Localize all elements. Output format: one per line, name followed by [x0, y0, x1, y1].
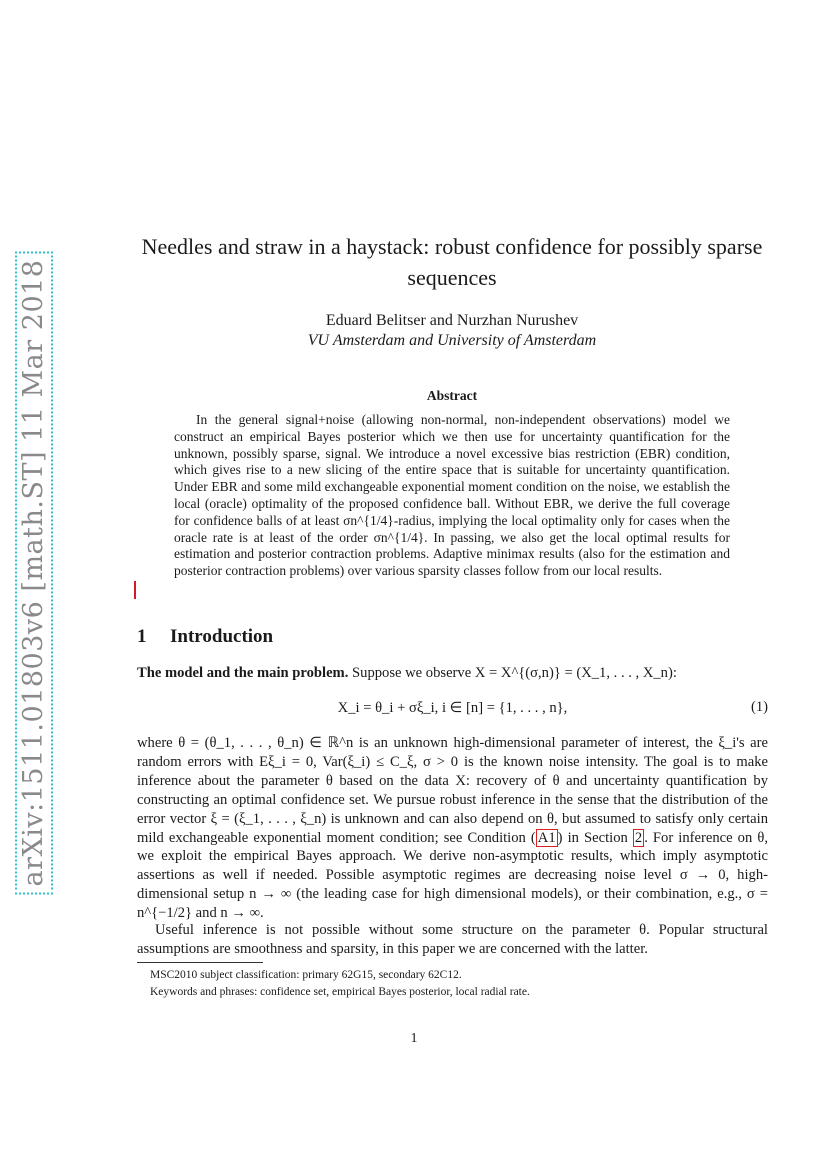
paper-affiliation: VU Amsterdam and University of Amsterdam — [307, 332, 597, 349]
paragraph-model — [137, 664, 768, 683]
condition-link[interactable]: A1 — [537, 829, 556, 846]
arxiv-identifier[interactable]: arXiv:1511.01803v6 [math.ST] 11 Mar 2018 — [15, 251, 53, 894]
section-link[interactable]: 2 — [634, 829, 643, 846]
equation-number: (1) — [750, 699, 768, 715]
paragraph-structure: Useful inference is not possible without some structure on the parameter θ. Popular structural assumptions are smoothness and sparsity, in this paper we are concerned with the latter. — [137, 922, 768, 957]
paragraph-inference — [137, 734, 768, 923]
page-number: 1 — [410, 1031, 418, 1046]
section-number: 1 — [137, 626, 147, 647]
section-heading-introduction — [137, 626, 273, 648]
abstract-text: In the general signal+noise (allowing non-normal, non-independent observations) model we construct an empirical Bayes posterior which we then use for uncertainty quantification for the unknown, possibly sparse, signal. We introduce a novel excessive bias restriction (EBR) condition, which gives rise to a new slicing of the entire space that is suitable for uncertainty quantification. Under EBR and some mild exchangeable exponential moment condition on the noise, we establish the local (oracle) optimality of the proposed confidence ball. Without EBR, we derive the full coverage for confidence balls of at least σn^{1/4}-radius, implying the local optimality only for cases when the oracle rate is at least of the order σn^{1/4}. In passing, we also get the local optimal results for estimation and posterior contraction problems. Adaptive minimax results (also for the estimation and posterior contraction problems) over various sparsity classes follow from our local results. — [174, 412, 730, 579]
arxiv-sidebar-stamp — [8, 259, 60, 886]
paragraph-inference-part-b: ) in Section — [557, 829, 633, 846]
revision-change-bar — [134, 581, 136, 599]
paper-title: Needles and straw in a haystack: robust confidence for possibly sparse sequences — [141, 234, 763, 290]
paragraph-runin-heading: The model and the main problem. — [137, 665, 349, 681]
abstract-heading: Abstract — [426, 388, 478, 403]
equation-1 — [137, 699, 768, 719]
section-title: Introduction — [170, 626, 274, 647]
footnote-msc: MSC2010 subject classification: primary 62G15, secondary 62C12. — [150, 969, 462, 981]
footnote-keywords: Keywords and phrases: confidence set, empirical Bayes posterior, local radial rate. — [150, 986, 530, 998]
paragraph-inference-part-a: where θ = (θ_1, . . . , θ_n) ∈ ℝ^n is an unknown high-dimensional parameter of interest, the ξ_i's are random errors with Eξ_i = 0, Var(ξ_i) ≤ C_ξ, σ > 0 is the known noise intensity. The goal is to make inference about the parameter θ based on the data X: recovery of θ and uncertainty quantification by constructing an optimal confidence set. We pursue robust inference in the sense that the distribution of the error vector ξ = (ξ_1, . . . , ξ_n) is unknown and can also depend on θ, but assumed to satisfy only certain mild exchangeable exponential moment condition; see Condition ( — [137, 735, 768, 846]
paper-authors: Eduard Belitser and Nurzhan Nurushev — [325, 312, 579, 329]
footnote-rule — [137, 962, 263, 963]
equation-body: X_i = θ_i + σξ_i, i ∈ [n] = {1, . . . , n}, — [337, 700, 568, 716]
paragraph-model-text: Suppose we observe X = X^{(σ,n)} = (X_1, . . . , X_n): — [352, 665, 677, 681]
paragraph-inference-part-c: . For inference on θ, we exploit the empirical Bayes approach. We derive non-asymptotic results, which imply asymptotic assertions as well if needed. Possible asymptotic regimes are decreasing noise level σ → 0, high-dimensional setup n → ∞ (the leading case for high dimensional models), or their combination, e.g., σ = n^{−1/2} and n → ∞. — [137, 829, 768, 922]
